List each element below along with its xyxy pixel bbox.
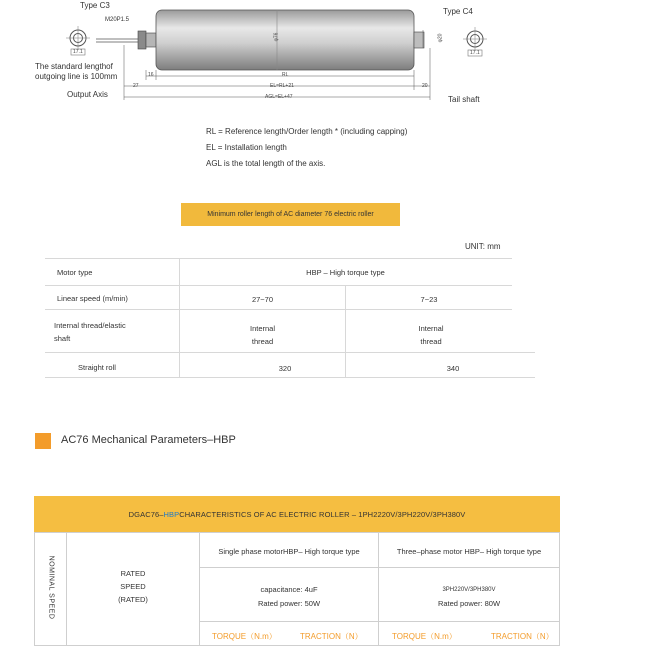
rated-speed-label: RATED SPEED (RATED) xyxy=(118,569,148,604)
three-phase-spec: 3PH220V/3PH380V Rated power: 80W xyxy=(437,587,501,608)
dim-20: 20 xyxy=(422,83,428,89)
tail-shaft-label: Tail shaft xyxy=(448,95,480,104)
definition-rl: RL = Reference length/Order length * (including capping) xyxy=(206,127,408,136)
dim-phi20: φ20 xyxy=(437,33,444,43)
straight-roll-value-b: 340 xyxy=(446,364,460,373)
type-c3-label: Type C3 xyxy=(80,1,110,10)
torque-header-a: TORQUE（N.m） xyxy=(212,632,277,641)
dim-agl: AGL=EL+47 xyxy=(265,94,293,100)
straight-roll-value-a: 320 xyxy=(278,364,292,373)
characteristics-header: DGAC76– HBP CHARACTERISTICS OF AC ELECTRIC ROLLER – 1PH2220V/3PH220V/3PH380V xyxy=(34,496,560,532)
right-shaft xyxy=(414,32,424,48)
table-rule xyxy=(45,285,512,286)
output-axis-label: Output Axis xyxy=(67,90,108,99)
section-marker xyxy=(35,433,51,449)
thread-value-b: Internal thread xyxy=(418,324,444,346)
motor-type-value: HBP – High torque type xyxy=(306,268,385,277)
speed-value-a: 27~70 xyxy=(251,295,274,304)
torque-header-b: TORQUE（N.m） xyxy=(392,632,457,641)
table-rule xyxy=(45,258,512,259)
unit-label: UNIT: mm xyxy=(465,242,501,251)
left-shaft xyxy=(146,33,156,47)
three-phase-label: Three–phase motor HBP– High torque type xyxy=(396,547,542,556)
definition-agl: AGL is the total length of the axis. xyxy=(206,159,326,168)
dim-17-left: 17.1 xyxy=(73,49,83,55)
straight-roll-label: Straight roll xyxy=(78,363,116,372)
thread-label: M20P1.5 xyxy=(105,17,130,23)
dim-16: 16 xyxy=(148,72,154,78)
table-rule xyxy=(45,352,535,353)
dim-el: EL=RL+21 xyxy=(270,83,294,89)
type-c4-label: Type C4 xyxy=(443,7,473,16)
thread-value-a: Internal thread xyxy=(249,324,276,346)
traction-header-b: TRACTION（N） xyxy=(491,632,554,641)
characteristics-table xyxy=(34,496,560,646)
roller-tube xyxy=(156,10,414,70)
table-rule xyxy=(45,377,535,378)
single-phase-label: Single phase motorHBP– High torque type xyxy=(218,547,360,556)
dim-rl: RL xyxy=(282,72,289,78)
nominal-speed-label: NOMINAL SPEED xyxy=(47,555,55,620)
dim-phi76: φ76 xyxy=(273,32,280,42)
motor-type-label: Motor type xyxy=(57,268,93,277)
speed-label: Linear speed (m/min) xyxy=(57,294,128,303)
thread-label: Internal thread/elastic shaft xyxy=(54,321,126,343)
section-title: AC76 Mechanical Parameters–HBP xyxy=(61,434,236,446)
table-rule xyxy=(45,309,512,310)
dim-17-right: 17.1 xyxy=(470,50,480,56)
traction-header-a: TRACTION（N） xyxy=(300,632,363,641)
single-phase-spec: capacitance: 4uF Rated power: 50W xyxy=(257,585,321,608)
definition-el: EL = Installation length xyxy=(206,143,287,152)
min-length-banner: Minimum roller length of AC diameter 76 electric roller xyxy=(181,203,400,226)
dim-27: 27 xyxy=(133,83,139,89)
speed-value-b: 7~23 xyxy=(420,295,438,304)
cable-note: The standard lengthof outgoing line is 100mm xyxy=(35,62,118,81)
left-nut xyxy=(138,31,146,49)
